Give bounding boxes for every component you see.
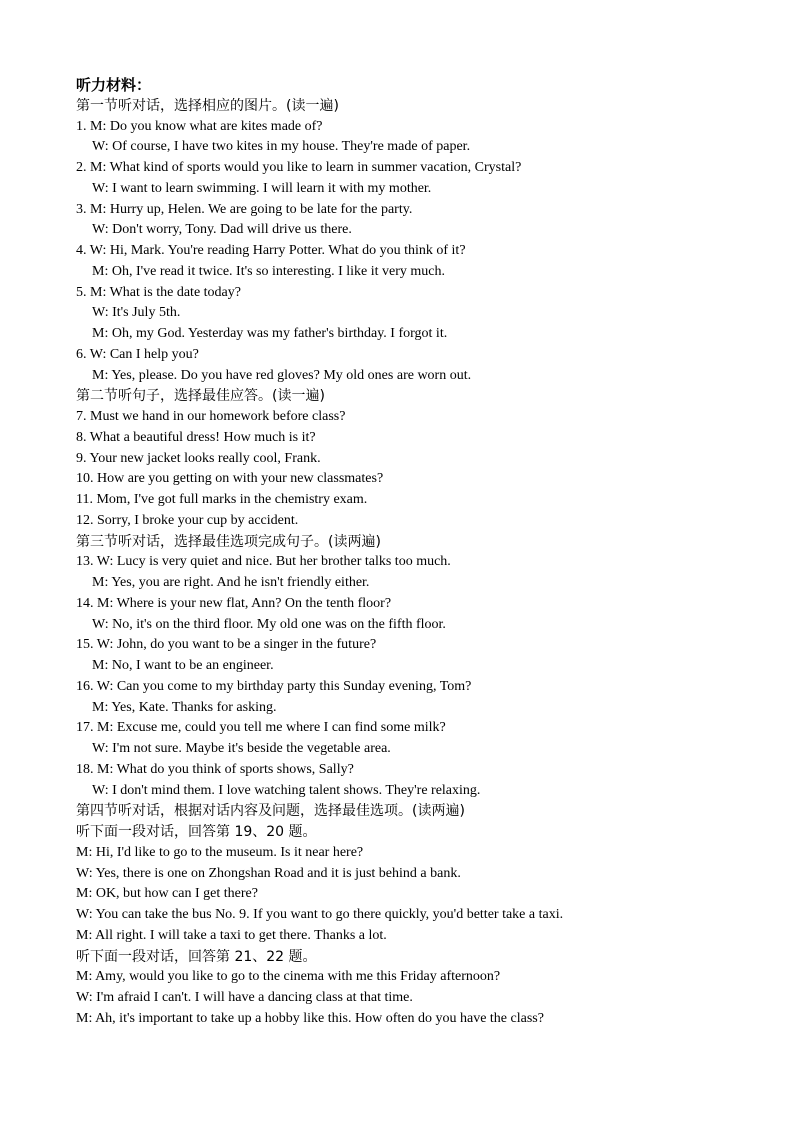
dialogue-line: M: OK, but how can I get there? xyxy=(76,886,258,902)
dialogue-line: 17. M: Excuse me, could you tell me where I can find some milk? xyxy=(76,720,446,736)
listening-script xyxy=(76,75,776,1030)
dialogue-line: M: Amy, would you like to go to the cinema with me this Friday afternoon? xyxy=(76,969,501,985)
dialogue-line: 5. M: What is the date today? xyxy=(76,284,241,300)
section-heading: 第一节听对话，选择相应的图片。(读一遍) xyxy=(76,97,339,114)
dialogue-line: W: You can take the bus No. 9. If you want to go there quickly, you'd better take a taxi. xyxy=(76,907,564,922)
answer-line: W: Don't worry, Tony. Dad will drive us there. xyxy=(92,222,352,238)
answer-line: W: Of course, I have two kites in my house. They're made of paper. xyxy=(92,139,471,155)
section-heading: 听下面一段对话，回答第 21、22 题。 xyxy=(76,948,317,965)
dialogue-line: 1. M: Do you know what are kites made of? xyxy=(76,118,323,134)
dialogue-line: 13. W: Lucy is very quiet and nice. But her brother talks too much. xyxy=(76,554,451,570)
dialogue-line: M: Ah, it's important to take up a hobby like this. How often do you have the class? xyxy=(76,1010,544,1026)
dialogue-line: 11. Mom, I've got full marks in the chemistry exam. xyxy=(76,492,368,507)
dialogue-line: 9. Your new jacket looks really cool, Frank. xyxy=(76,450,321,466)
dialogue-line: 2. M: What kind of sports would you like to learn in summer vacation, Crystal? xyxy=(76,160,522,175)
answer-line: W: I'm not sure. Maybe it's beside the vegetable area. xyxy=(92,741,391,756)
answer-line: M: Oh, my God. Yesterday was my father's birthday. I forgot it. xyxy=(92,326,448,341)
dialogue-line: 15. W: John, do you want to be a singer in the future? xyxy=(76,637,377,653)
answer-line: M: No, I want to be an engineer. xyxy=(92,658,274,673)
dialogue-line: 3. M: Hurry up, Helen. We are going to be late for the party. xyxy=(76,201,413,217)
dialogue-line: W: Yes, there is one on Zhongshan Road and it is just behind a bank. xyxy=(76,865,461,881)
section-heading: 听下面一段对话，回答第 19、20 题。 xyxy=(76,824,317,840)
script-lines xyxy=(76,96,776,1030)
answer-line: W: I don't mind them. I love watching talent shows. They're relaxing. xyxy=(92,782,481,798)
answer-line: W: It's July 5th. xyxy=(92,305,181,321)
dialogue-line: 14. M: Where is your new flat, Ann? On the tenth floor? xyxy=(76,595,392,611)
dialogue-line: M: Hi, I'd like to go to the museum. Is it near here? xyxy=(76,844,364,860)
answer-line: M: Yes, please. Do you have red gloves? My old ones are worn out. xyxy=(92,367,472,383)
dialogue-line: 6. W: Can I help you? xyxy=(76,346,199,362)
section-heading: 第三节听对话，选择最佳选项完成句子。(读两遍) xyxy=(76,533,381,550)
answer-line: W: I want to learn swimming. I will learn it with my mother. xyxy=(92,180,432,196)
answer-line: M: Yes, you are right. And he isn't friendly either. xyxy=(92,575,370,590)
dialogue-line: 18. M: What do you think of sports shows, Sally? xyxy=(76,761,354,777)
dialogue-line: 4. W: Hi, Mark. You're reading Harry Potter. What do you think of it? xyxy=(76,243,466,258)
dialogue-line: W: I'm afraid I can't. I will have a dancing class at that time. xyxy=(76,990,413,1005)
answer-line: W: No, it's on the third floor. My old one was on the fifth floor. xyxy=(92,616,446,632)
answer-line: M: Yes, Kate. Thanks for asking. xyxy=(92,699,277,715)
dialogue-line: 7. Must we hand in our homework before class? xyxy=(76,409,346,424)
section-heading: 第四节听对话，根据对话内容及问题，选择最佳选项。(读两遍) xyxy=(76,803,465,820)
answer-line: M: Oh, I've read it twice. It's so interesting. I like it very much. xyxy=(92,263,446,279)
page-title: 听力材料： xyxy=(76,76,152,94)
dialogue-line: 12. Sorry, I broke your cup by accident. xyxy=(76,512,299,528)
dialogue-line: 10. How are you getting on with your new classmates? xyxy=(76,471,384,487)
dialogue-line: 16. W: Can you come to my birthday party this Sunday evening, Tom? xyxy=(76,678,472,694)
dialogue-line: 8. What a beautiful dress! How much is it? xyxy=(76,429,316,445)
dialogue-line: M: All right. I will take a taxi to get there. Thanks a lot. xyxy=(76,927,387,943)
section-heading: 第二节听句子，选择最佳应答。(读一遍) xyxy=(76,388,325,405)
